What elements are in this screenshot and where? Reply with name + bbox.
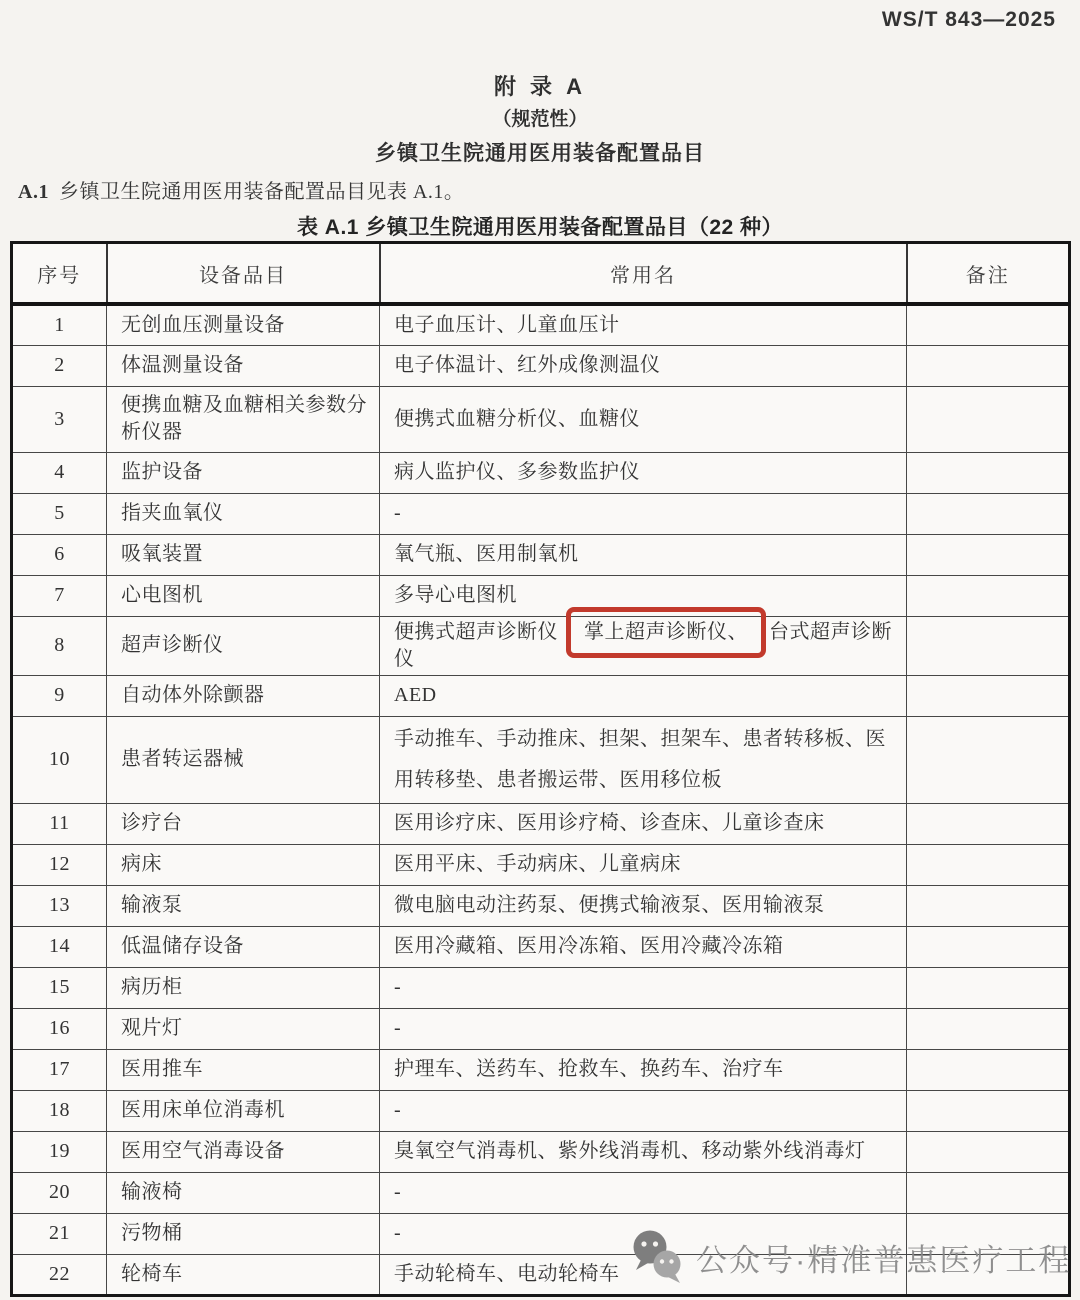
highlight-box: 掌上超声诊断仪、 xyxy=(566,607,766,658)
remark-cell xyxy=(907,967,1070,1008)
row-number: 20 xyxy=(12,1172,107,1213)
equipment-item: 病历柜 xyxy=(107,967,380,1008)
appendix-subtitle: （规范性） xyxy=(492,109,588,130)
table-row xyxy=(12,534,1070,575)
remark-cell xyxy=(907,1172,1070,1213)
row-number: 2 xyxy=(12,345,107,386)
row-number: 7 xyxy=(12,575,107,616)
header-row xyxy=(12,243,1070,305)
remark-cell xyxy=(907,803,1070,844)
remark-cell xyxy=(907,844,1070,885)
row-number: 18 xyxy=(12,1090,107,1131)
common-names xyxy=(380,616,907,675)
equipment-item: 医用推车 xyxy=(107,1049,380,1090)
table-row xyxy=(12,844,1070,885)
clause-text: 乡镇卫生院通用医用装备配置品目见表 A.1。 xyxy=(58,181,465,203)
equipment-item: 体温测量设备 xyxy=(107,345,380,386)
row-number: 1 xyxy=(12,304,107,345)
column-header-item: 设备品目 xyxy=(107,243,380,305)
remark-cell xyxy=(907,534,1070,575)
table-row xyxy=(12,1131,1070,1172)
equipment-item: 医用床单位消毒机 xyxy=(107,1090,380,1131)
common-names: - xyxy=(380,1090,907,1131)
common-names: 医用诊疗床、医用诊疗椅、诊查床、儿童诊查床 xyxy=(380,803,907,844)
table-header xyxy=(12,243,1070,305)
clause-label: A.1 xyxy=(18,181,49,203)
remark-cell xyxy=(907,885,1070,926)
table-row xyxy=(12,1213,1070,1254)
equipment-item: 吸氧装置 xyxy=(107,534,380,575)
table-row xyxy=(12,1172,1070,1213)
common-names: 电子体温计、红外成像测温仪 xyxy=(380,345,907,386)
column-header-note: 备注 xyxy=(907,243,1070,305)
equipment-item: 污物桶 xyxy=(107,1213,380,1254)
common-text-post: 台式超声诊断仪 xyxy=(394,620,892,670)
remark-cell xyxy=(907,575,1070,616)
table-row xyxy=(12,926,1070,967)
equipment-item: 自动体外除颤器 xyxy=(107,675,380,716)
remark-cell xyxy=(907,1049,1070,1090)
common-names: 病人监护仪、多参数监护仪 xyxy=(380,452,907,493)
table-row xyxy=(12,1254,1070,1295)
remark-cell xyxy=(907,1254,1070,1295)
row-number: 8 xyxy=(12,616,107,675)
remark-cell xyxy=(907,616,1070,675)
table-row xyxy=(12,452,1070,493)
equipment-item: 输液泵 xyxy=(107,885,380,926)
row-number: 21 xyxy=(12,1213,107,1254)
column-header-no: 序号 xyxy=(12,243,107,305)
common-names: 医用冷藏箱、医用冷冻箱、医用冷藏冷冻箱 xyxy=(380,926,907,967)
equipment-item: 轮椅车 xyxy=(107,1254,380,1295)
equipment-item: 心电图机 xyxy=(107,575,380,616)
common-names: 医用平床、手动病床、儿童病床 xyxy=(380,844,907,885)
remark-cell xyxy=(907,304,1070,345)
equipment-item: 诊疗台 xyxy=(107,803,380,844)
remark-cell xyxy=(907,675,1070,716)
remark-cell xyxy=(907,1090,1070,1131)
common-names: AED xyxy=(380,675,907,716)
remark-cell xyxy=(907,926,1070,967)
row-number: 22 xyxy=(12,1254,107,1295)
equipment-item: 低温储存设备 xyxy=(107,926,380,967)
equipment-item: 指夹血氧仪 xyxy=(107,493,380,534)
common-names: 臭氧空气消毒机、紫外线消毒机、移动紫外线消毒灯 xyxy=(380,1131,907,1172)
appendix-heading: 乡镇卫生院通用医用装备配置品目 xyxy=(375,142,705,165)
table-row xyxy=(12,493,1070,534)
table-row xyxy=(12,386,1070,452)
clause-a1 xyxy=(18,175,464,204)
remark-cell xyxy=(907,493,1070,534)
table-row xyxy=(12,716,1070,803)
common-text-pre: 便携式超声诊断仪 xyxy=(394,620,558,643)
equipment-item: 患者转运器械 xyxy=(107,716,380,803)
row-number: 19 xyxy=(12,1131,107,1172)
equipment-table-body xyxy=(12,304,1070,1295)
table-row xyxy=(12,575,1070,616)
row-number: 14 xyxy=(12,926,107,967)
table-row xyxy=(12,345,1070,386)
row-number: 4 xyxy=(12,452,107,493)
remark-cell xyxy=(907,345,1070,386)
common-names: 便携式血糖分析仪、血糖仪 xyxy=(380,386,907,452)
remark-cell xyxy=(907,1213,1070,1254)
equipment-item: 便携血糖及血糖相关参数分析仪器 xyxy=(107,386,380,452)
column-header-common: 常用名 xyxy=(380,243,907,305)
table-row xyxy=(12,885,1070,926)
remark-cell xyxy=(907,386,1070,452)
table-row xyxy=(12,1049,1070,1090)
remark-cell xyxy=(907,716,1070,803)
standard-code: WS/T 843—2025 xyxy=(881,8,1056,31)
table-row xyxy=(12,616,1070,675)
row-number: 10 xyxy=(12,716,107,803)
row-number: 16 xyxy=(12,1008,107,1049)
common-names: 氧气瓶、医用制氧机 xyxy=(380,534,907,575)
table-row xyxy=(12,803,1070,844)
row-number: 13 xyxy=(12,885,107,926)
equipment-item: 观片灯 xyxy=(107,1008,380,1049)
equipment-item: 病床 xyxy=(107,844,380,885)
common-names: - xyxy=(380,1008,907,1049)
remark-cell xyxy=(907,1131,1070,1172)
row-number: 5 xyxy=(12,493,107,534)
remark-cell xyxy=(907,452,1070,493)
table-row xyxy=(12,1090,1070,1131)
remark-cell xyxy=(907,1008,1070,1049)
equipment-item: 监护设备 xyxy=(107,452,380,493)
common-names: 护理车、送药车、抢救车、换药车、治疗车 xyxy=(380,1049,907,1090)
table-row xyxy=(12,675,1070,716)
table-row xyxy=(12,304,1070,345)
equipment-item: 输液椅 xyxy=(107,1172,380,1213)
row-number: 17 xyxy=(12,1049,107,1090)
equipment-item: 医用空气消毒设备 xyxy=(107,1131,380,1172)
common-names: - xyxy=(380,493,907,534)
row-number: 11 xyxy=(12,803,107,844)
table-row xyxy=(12,967,1070,1008)
row-number: 3 xyxy=(12,386,107,452)
row-number: 9 xyxy=(12,675,107,716)
table-row xyxy=(12,1008,1070,1049)
common-names: 多导心电图机 xyxy=(380,575,907,616)
row-number: 15 xyxy=(12,967,107,1008)
watermark-text: 公众号·精准普惠医疗工程 xyxy=(696,1242,1072,1278)
row-number: 12 xyxy=(12,844,107,885)
common-names: - xyxy=(380,1172,907,1213)
common-names: - xyxy=(380,1213,907,1254)
equipment-table xyxy=(10,241,1071,1297)
common-names: 手动推车、手动推床、担架、担架车、患者转移板、医用转移垫、患者搬运带、医用移位板 xyxy=(380,716,907,803)
equipment-item: 无创血压测量设备 xyxy=(107,304,380,345)
table-caption: 表 A.1 乡镇卫生院通用医用装备配置品目（22 种） xyxy=(296,216,784,239)
appendix-title: 附 录 A xyxy=(493,74,587,99)
equipment-item: 超声诊断仪 xyxy=(107,616,380,675)
common-names: 微电脑电动注药泵、便携式输液泵、医用输液泵 xyxy=(380,885,907,926)
common-names: 电子血压计、儿童血压计 xyxy=(380,304,907,345)
common-names: - xyxy=(380,967,907,1008)
row-number: 6 xyxy=(12,534,107,575)
common-names: 手动轮椅车、电动轮椅车 xyxy=(380,1254,907,1295)
